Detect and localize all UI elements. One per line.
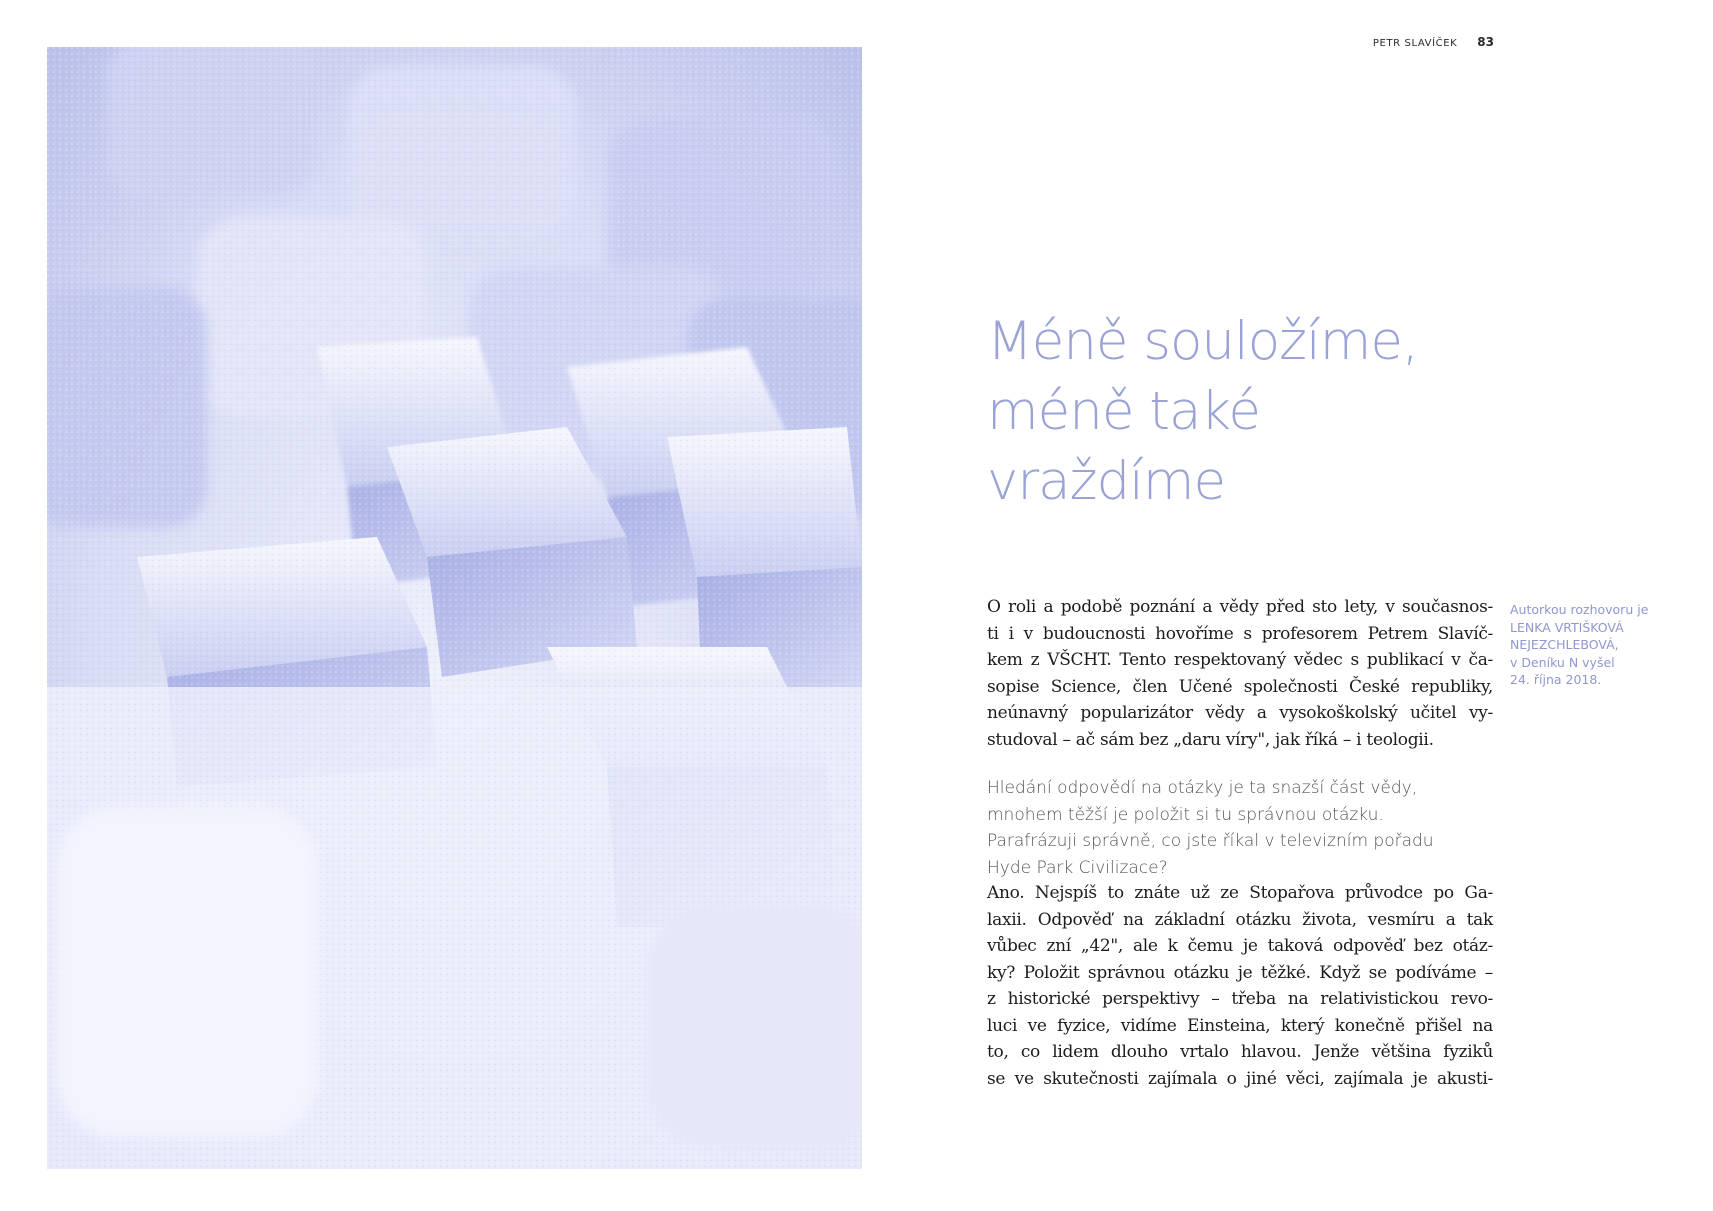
lead-line: sopise Science, člen Učené společnosti České republiky, [987,676,1493,697]
article-title [987,307,1547,517]
sidenote-line: Autorkou rozhovoru je [1510,602,1649,617]
question-line: mnohem těžší je položit si tu správnou otázku. [987,804,1384,825]
sugar-cubes-photo [47,47,862,1169]
answer-line: z historické perspektivy – třeba na relativistickou revo- [987,989,1493,1009]
title-line: Méně souložíme, [987,311,1418,372]
lead-line: O roli a podobě poznání a vědy před sto lety, v současnos- [987,597,1493,617]
question-line: Hledání odpovědí na otázky je ta snazší část vědy, [987,778,1418,798]
title-line: méně také [987,381,1260,442]
running-head-author: PETR SLAVÍČEK [1372,38,1458,49]
lead-line: ti i v budoucnosti hovoříme s profesorem Petrem Slavíč- [987,623,1493,644]
question-line: Parafrázuji správně, co jste říkal v televizním pořadu [987,831,1434,851]
interview-question [987,775,1493,881]
answer-line: se ve skutečnosti zajímala o jiné věci, zajímala je akusti- [987,1068,1493,1089]
answer-line: ky? Položit správnou otázku je těžké. Když se podíváme – [987,962,1493,983]
answer-line: to, co lidem dlouho vrtalo hlavou. Jenže většina fyziků [987,1042,1493,1062]
title-line: vraždíme [987,451,1226,512]
answer-line: vůbec zní „42", ale k čemu je taková odpověď bez otáz- [987,936,1493,956]
page-number: 83 [1477,35,1494,49]
answer-line: laxii. Odpověď na základní otázku života, vesmíru a tak [987,909,1493,930]
running-head [1300,31,1494,50]
sidenote-line: LENKA VRTIŠKOVÁ [1510,619,1624,635]
answer-line: Ano. Nejspíš to znáte už ze Stopařova průvodce po Ga- [987,883,1493,903]
lead-line: studoval – ač sám bez „daru víry", jak říká – i teologii. [987,729,1434,750]
sidenote-line: v Deníku N vyšel [1510,654,1615,670]
sidenote-line: NEJEZCHLEBOVÁ, [1510,637,1619,652]
sidenote-line: 24. října 2018. [1510,672,1602,687]
answer-line: luci ve fyzice, vidíme Einsteina, který konečně přišel na [987,1015,1493,1036]
lead-paragraph [987,594,1493,753]
lead-line: neúnavný popularizátor vědy a vysokoškolský učitel vy- [987,703,1493,723]
lead-line: kem z VŠCHT. Tento respektovaný vědec s publikací v ča- [987,650,1493,670]
question-line: Hyde Park Civilizace? [987,857,1168,878]
interview-answer [987,880,1493,1092]
author-sidenote [1510,601,1710,689]
